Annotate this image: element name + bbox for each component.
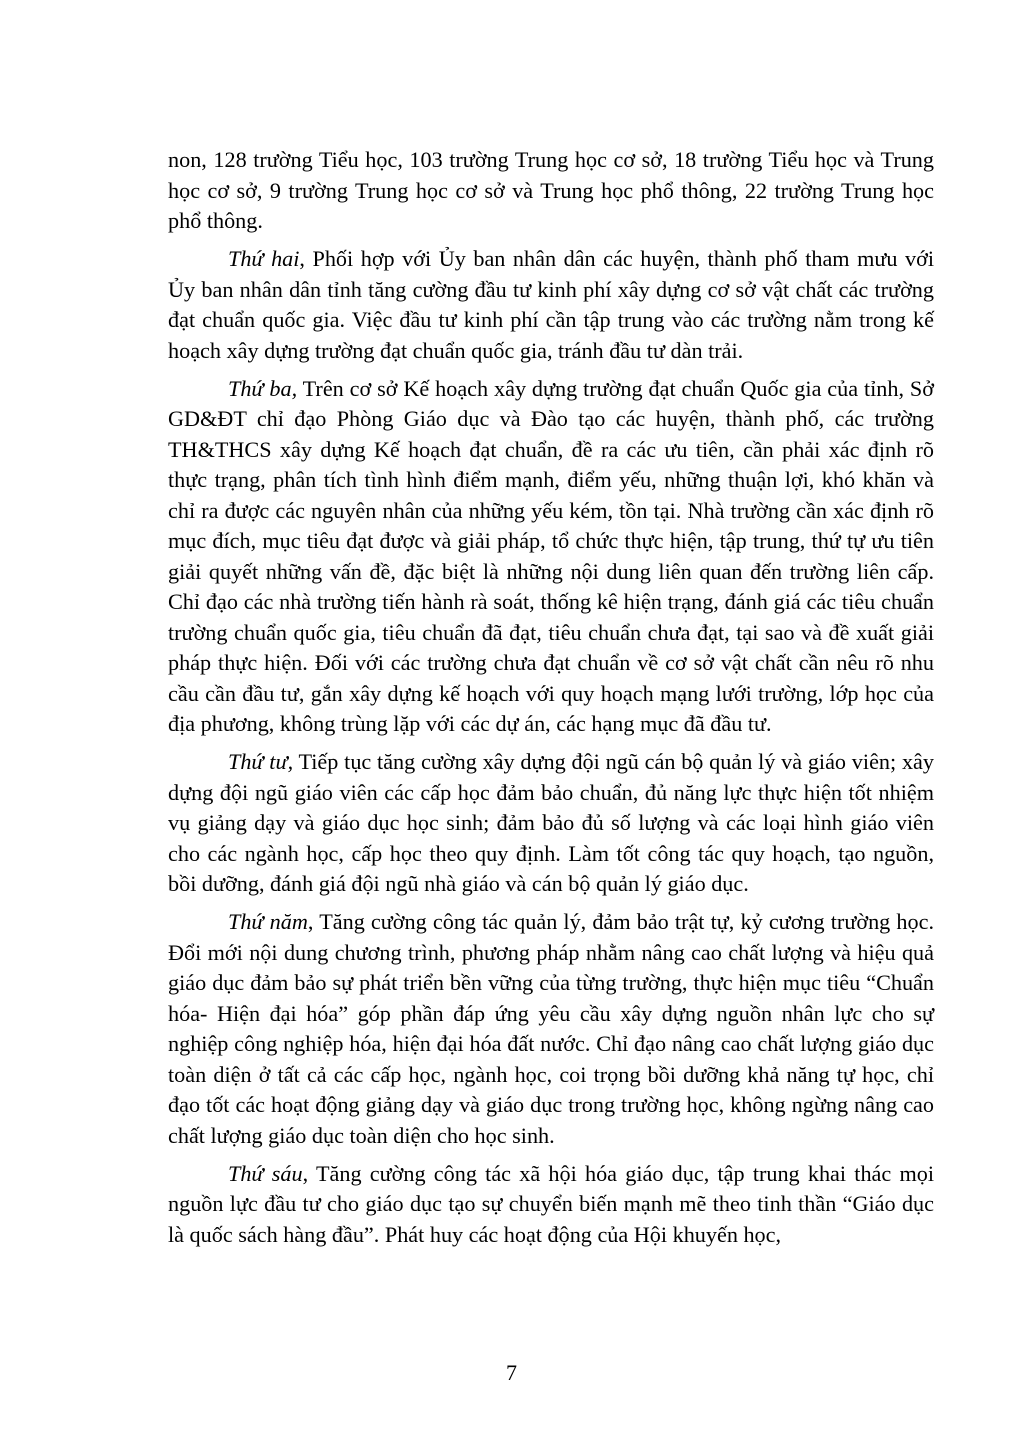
paragraph-text: Tiếp tục tăng cường xây dựng đội ngũ cán bộ quản lý và giáo viên; xây dựng đội ngũ giáo viên các cấp học đảm bảo chuẩn, đủ năng lực thực hiện tốt nhiệm vụ giảng dạy và giáo dục học sinh; đảm bảo đủ số lượng và các loại hình giáo viên cho các ngành học, cấp học theo quy định. Làm tốt công tác quy hoạch, tạo nguồn, bồi dưỡng, đánh giá đội ngũ nhà giáo và cán bộ quản lý giáo dục. [168,749,934,896]
paragraph-thu-sau [168,1159,934,1251]
page-body [168,145,934,1250]
paragraph-thu-tu [168,747,934,900]
paragraph-thu-ba [168,374,934,740]
paragraph-lead: Thứ năm [228,909,308,934]
paragraph-text: Trên cơ sở Kế hoạch xây dựng trường đạt chuẩn Quốc gia của tỉnh, Sở GD&ĐT chỉ đạo Phòng Giáo dục và Đào tạo các huyện, thành phố, các trường TH&THCS xây dựng Kế hoạch đạt chuẩn, đề ra các ưu tiên, cần phải xác định rõ thực trạng, phân tích tình hình điểm mạnh, điểm yếu, những thuận lợi, khó khăn và chỉ ra được các nguyên nhân của những yếu kém, tồn tại. Nhà trường cần xác định rõ mục đích, mục tiêu đạt được và giải pháp, tổ chức thực hiện, tập trung, thứ tự ưu tiên giải quyết những vấn đề, đặc biệt là những nội dung liên quan đến trường liên cấp. Chỉ đạo các nhà trường tiến hành rà soát, thống kê hiện trạng, đánh giá các tiêu chuẩn trường chuẩn quốc gia, tiêu chuẩn đã đạt, tiêu chuẩn chưa đạt, tại sao và đề xuất giải pháp thực hiện. Đối với các trường chưa đạt chuẩn về cơ sở vật chất cần nêu rõ nhu cầu cần đầu tư, gắn xây dựng kế hoạch với quy hoạch mạng lưới trường, lớp học của địa phương, không trùng lặp với các dự án, các hạng mục đã đầu tư. [168,375,934,736]
paragraph-text: , Phối hợp với Ủy ban nhân dân các huyện, thành phố tham mưu với Ủy ban nhân dân tỉnh tăng cường đầu tư kinh phí xây dựng cơ sở vật chất các trường đạt chuẩn quốc gia. Việc đầu tư kinh phí cần tập trung vào các trường nằm trong kế hoạch xây dựng trường đạt chuẩn quốc gia, tránh đầu tư dàn trải. [168,246,934,363]
paragraph-lead: Thứ tư, [228,749,294,774]
paragraph-lead: Thứ ba, [228,375,298,401]
page-number: 7 [506,1360,517,1385]
paragraph-text: , Tăng cường công tác xã hội hóa giáo dục, tập trung khai thác mọi nguồn lực đầu tư cho giáo dục tạo sự chuyển biến mạnh mẽ theo tinh thần “Giáo dục là quốc sách hàng đầu”. Phát huy các hoạt động của Hội khuyến học, [168,1160,934,1247]
paragraph-continuation [168,145,934,237]
paragraph-text: non, 128 trường Tiểu học, 103 trường Trung học cơ sở, 18 trường Tiểu học và Trung học cơ sở, 9 trường Trung học cơ sở và Trung học phổ thông, 22 trường Trung học phổ thông. [168,147,934,233]
paragraph-lead: Thứ sáu [228,1160,303,1186]
paragraph-lead: Thứ hai [228,246,300,271]
paragraph-thu-nam [168,907,934,1151]
paragraph-thu-hai [168,244,934,366]
paragraph-text: , Tăng cường công tác quản lý, đảm bảo trật tự, kỷ cương trường học. Đổi mới nội dung chương trình, phương pháp nhằm nâng cao chất lượng và hiệu quả giáo dục đảm bảo sự phát triển bền vững của từng trường, thực hiện mục tiêu “Chuẩn hóa- Hiện đại hóa” góp phần đáp ứng yêu cầu xây dựng nguồn nhân lực cho sự nghiệp công nghiệp hóa, hiện đại hóa đất nước. Chỉ đạo nâng cao chất lượng giáo dục toàn diện ở tất cả các cấp học, ngành học, coi trọng bồi dưỡng khả năng tự học, chỉ đạo tốt các hoạt động giảng dạy và giáo dục trong trường học, không ngừng nâng cao chất lượng giáo dục toàn diện cho học sinh. [168,909,934,1148]
